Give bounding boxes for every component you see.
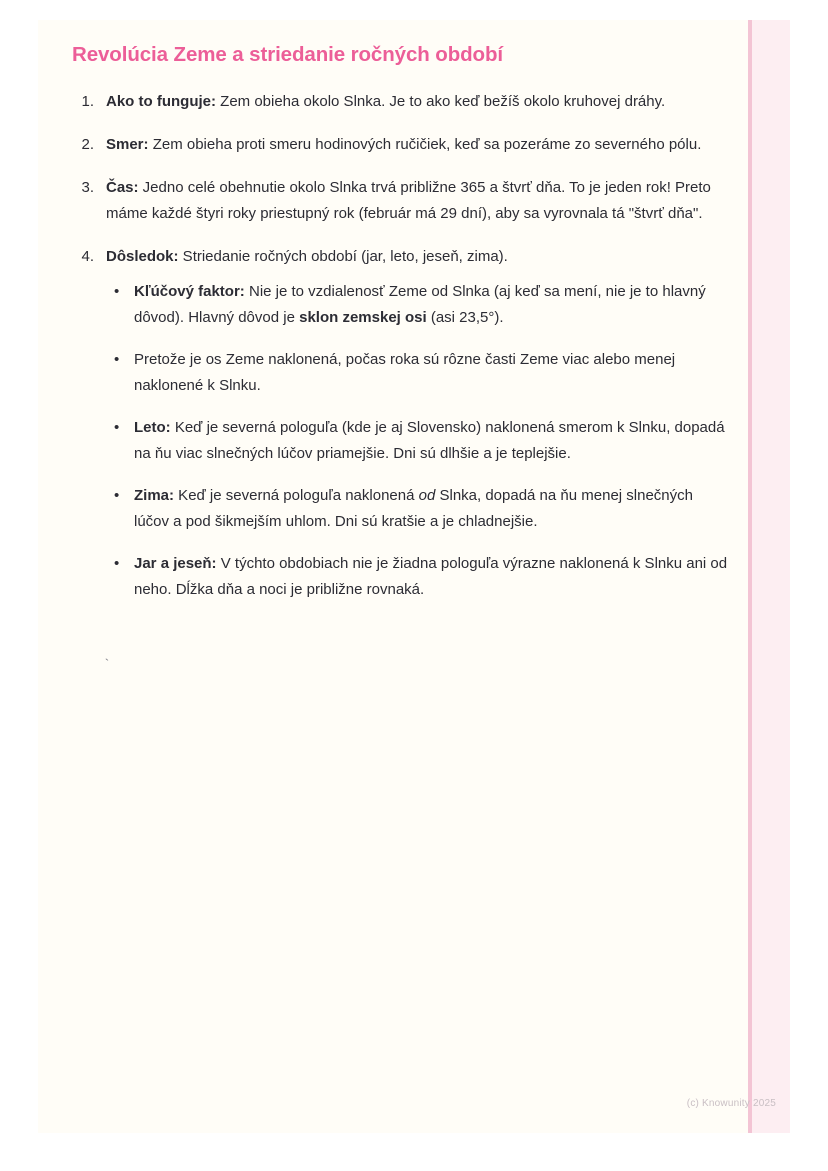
list-marker: 1. — [81, 92, 94, 110]
list-item — [72, 132, 732, 158]
stray-backtick-mark: ` — [103, 657, 111, 672]
list-item — [106, 551, 732, 603]
list-item-body: Zem obieha okolo Slnka. Je to ako keď bežíš okolo kruhovej dráhy. — [215, 92, 666, 110]
bullet-lead: Kľúčový faktor: — [134, 282, 245, 300]
document-content — [72, 20, 732, 672]
pink-accent-line — [748, 20, 752, 1133]
list-item-lead: Dôsledok: — [106, 247, 179, 265]
bullet-body-part-2: (asi 23,5°). — [426, 308, 504, 326]
bullet-body-part-1: V týchto obdobiach nie je žiadna pologuľa výrazne naklonená k Slnku ani od neho. Dĺžka dňa a noci je približne rovnaká. — [134, 554, 728, 598]
page-title: Revolúcia Zeme a striedanie ročných období — [72, 43, 503, 66]
bullet-body-part-1: Pretože je os Zeme naklonená, počas roka sú rôzne časti Zeme viac alebo menej naklonené k Slnku. — [134, 350, 676, 394]
footer-watermark: (c) Knowunity 2025 — [686, 1098, 776, 1109]
list-item-body: Zem obieha proti smeru hodinových ručičiek, keď sa pozeráme zo severného pólu. — [148, 135, 702, 153]
list-item-lead: Ako to funguje: — [106, 92, 216, 110]
list-item — [72, 89, 732, 115]
bullet-icon: • — [114, 418, 120, 436]
sub-bullet-list — [106, 279, 732, 603]
list-item — [72, 244, 732, 603]
bullet-strong: sklon zemskej osi — [299, 308, 427, 326]
bullet-body-part-1: Keď je severná pologuľa (kde je aj Slovensko) naklonená smerom k Slnku, dopadá na ňu viac slnečných lúčov priamejšie. Dni sú dlhšie a je teplejšie. — [134, 418, 725, 462]
bullet-body-part-1: Nie je to vzdialenosť Zeme od Slnka (aj keď sa mení, nie je to hlavný dôvod). Hlavný dôvod je — [134, 282, 706, 326]
document-page — [38, 20, 790, 1133]
list-marker: 3. — [81, 178, 94, 196]
bullet-lead: Jar a jeseň: — [134, 554, 217, 572]
bullet-lead: Leto: — [134, 418, 171, 436]
bullet-lead: Zima: — [134, 486, 175, 504]
list-item — [106, 279, 732, 331]
list-item — [106, 483, 732, 535]
list-item — [106, 415, 732, 467]
bullet-icon: • — [114, 486, 120, 504]
list-item-lead: Čas: — [106, 178, 139, 196]
list-item-body: Striedanie ročných období (jar, leto, jeseň, zima). — [178, 247, 508, 265]
bullet-body-part-1: Keď je severná pologuľa naklonená — [174, 486, 419, 504]
pink-side-panel — [752, 20, 790, 1133]
list-item — [106, 347, 732, 399]
bullet-icon: • — [114, 350, 120, 368]
list-marker: 2. — [81, 135, 94, 153]
list-marker: 4. — [81, 247, 94, 265]
bullet-icon: • — [114, 282, 120, 300]
bullet-italic: od — [418, 486, 436, 504]
list-item-body: Jedno celé obehnutie okolo Slnka trvá približne 365 a štvrť dňa. To je jeden rok! Preto máme každé štyri roky priestupný rok (február má 29 dní), aby sa vyrovnala tá "štvrť dňa". — [106, 178, 711, 222]
list-item — [72, 175, 732, 227]
numbered-list — [72, 89, 732, 603]
bullet-icon: • — [114, 554, 120, 572]
list-item-lead: Smer: — [106, 135, 149, 153]
bullet-body-part-2: Slnka, dopadá na ňu menej slnečných lúčov a pod šikmejším uhlom. Dni sú kratšie a je chladnejšie. — [134, 486, 693, 530]
